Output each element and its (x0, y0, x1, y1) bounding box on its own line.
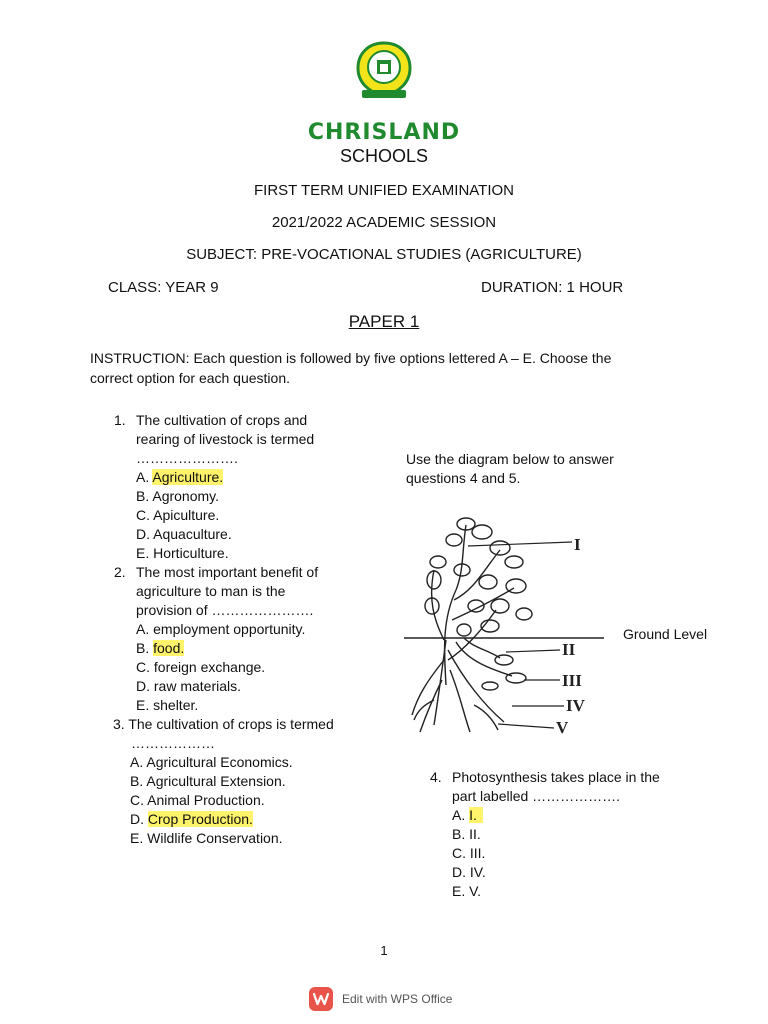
question-number: 1. (114, 412, 126, 428)
school-logo (354, 40, 414, 102)
question-text-line: The most important benefit of (136, 564, 319, 580)
class-label: CLASS: YEAR 9 (108, 279, 219, 296)
subject-line: SUBJECT: PRE-VOCATIONAL STUDIES (AGRICULTURE) (186, 246, 582, 263)
option-c: C. foreign exchange. (136, 659, 266, 675)
question-2 (114, 563, 376, 715)
option-a: A. employment opportunity. (136, 621, 306, 637)
option-e: E. Horticulture. (136, 545, 229, 561)
diagram-label-iii: III (562, 671, 582, 690)
question-text-line: part labelled ………………. (452, 788, 621, 804)
option-d: D. Crop Production. (130, 811, 253, 827)
question-blank: ……………… (131, 735, 215, 751)
option-b: B. II. (452, 826, 481, 842)
option-e: E. Wildlife Conservation. (130, 830, 283, 846)
question-4 (430, 768, 712, 901)
diagram-label-ii: II (562, 640, 576, 659)
option-e: E. V. (452, 883, 482, 899)
wps-logo-icon (308, 986, 334, 1012)
question-text-line: provision of …………………. (136, 602, 314, 618)
logo-crest-icon (354, 40, 414, 102)
brand-name: CHRISLAND (307, 120, 461, 145)
option-c: C. Apiculture. (136, 507, 220, 523)
answer-highlight: food. (153, 640, 185, 656)
option-b: B. Agricultural Extension. (130, 773, 286, 789)
option-a: A. Agriculture. (136, 469, 224, 485)
question-number: 2. (114, 564, 126, 580)
question-text-line: Photosynthesis takes place in the (452, 769, 660, 785)
option-d: D. IV. (452, 864, 486, 880)
question-1 (114, 411, 376, 563)
wps-edit-label: Edit with WPS Office (342, 992, 453, 1006)
question-blank: …………………. (136, 450, 238, 466)
option-d: D. raw materials. (136, 678, 242, 694)
diagram-label-iv: IV (566, 696, 585, 715)
question-number: 3. (113, 716, 125, 732)
diagram-intro-line-2: questions 4 and 5. (406, 470, 521, 486)
answer-highlight: I. (469, 807, 483, 823)
brand-subtitle: SCHOOLS (339, 146, 429, 166)
diagram-intro (406, 450, 614, 488)
diagram-label-v: V (556, 718, 569, 737)
answer-highlight: Crop Production. (147, 811, 253, 827)
instruction-line-2: correct option for each question. (90, 370, 291, 386)
ground-level-label: Ground Level (623, 626, 708, 642)
question-text-line: The cultivation of crops is termed (128, 716, 334, 732)
plant-diagram (404, 510, 604, 740)
diagram-label-i: I (574, 535, 581, 554)
option-d: D. Aquaculture. (136, 526, 232, 542)
question-text-line: rearing of livestock is termed (136, 431, 315, 447)
groundnut-plant-icon (404, 510, 604, 740)
option-e: E. shelter. (136, 697, 199, 713)
question-number: 4. (430, 769, 442, 785)
question-text-line: The cultivation of crops and (136, 412, 308, 428)
diagram-intro-line-1: Use the diagram below to answer (406, 451, 614, 467)
question-text-line: agriculture to man is the (136, 583, 286, 599)
option-a: A. I. (452, 806, 712, 825)
option-c: C. III. (452, 845, 486, 861)
option-c: C. Animal Production. (130, 792, 265, 808)
option-a: A. Agricultural Economics. (130, 754, 293, 770)
duration-label: DURATION: 1 HOUR (481, 279, 624, 296)
paper-heading: PAPER 1 (348, 312, 420, 331)
answer-highlight: Agriculture. (152, 469, 224, 485)
academic-session: 2021/2022 ACADEMIC SESSION (271, 214, 497, 231)
question-3 (113, 715, 383, 848)
page-number: 1 (380, 943, 388, 958)
instruction (90, 348, 690, 388)
option-b: B. food. (136, 640, 185, 656)
instruction-line-1: INSTRUCTION: Each question is followed by five options lettered A – E. Choose the (90, 350, 612, 366)
exam-title: FIRST TERM UNIFIED EXAMINATION (253, 182, 515, 199)
wps-edit-link[interactable] (308, 985, 452, 1013)
option-b: B. Agronomy. (136, 488, 220, 504)
